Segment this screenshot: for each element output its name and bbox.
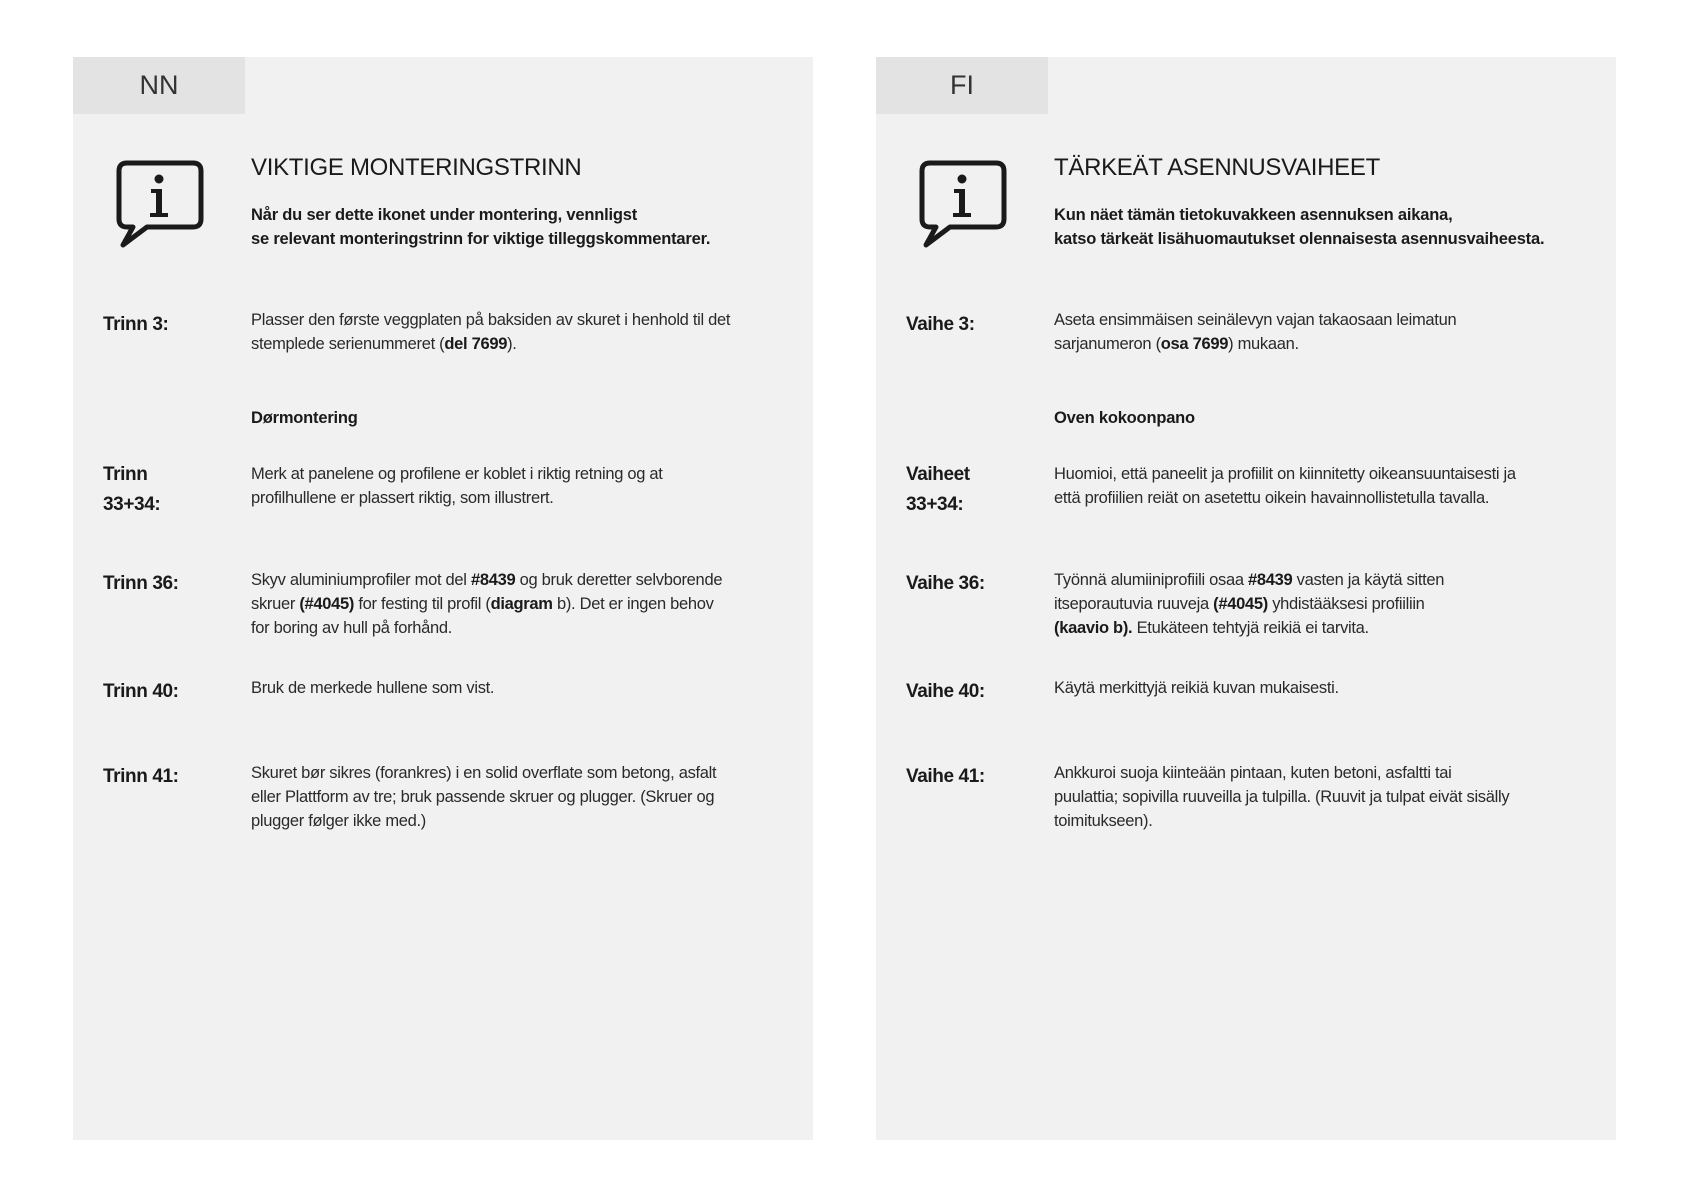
step-label (103, 569, 179, 599)
step-text (1054, 761, 1509, 833)
step-text (251, 462, 663, 510)
step-text-line: että profiilien reiät on asetettu oikein havainnollistetulla tavalla. (1054, 489, 1490, 507)
step-label-line: Trinn 36: (103, 573, 179, 594)
text-run: itseporautuvia ruuveja (1054, 595, 1214, 613)
diagram-reference: diagram (490, 595, 553, 613)
text-run: yhdistääksesi profiiliin (1267, 595, 1425, 613)
text-run: Skyv aluminiumprofiler mot del (251, 571, 471, 589)
diagram-reference: (kaavio b). (1054, 619, 1133, 637)
step-text (251, 676, 494, 700)
step-text (1054, 462, 1516, 510)
step-text-line: Plasser den første veggplaten på baksiden av skuret i henhold til det (251, 311, 731, 329)
step-text (251, 568, 722, 640)
subtitle-line: Kun näet tämän tietokuvakkeen asennuksen aikana, (1054, 206, 1453, 224)
step-text-line: for boring av hull på forhånd. (251, 619, 453, 637)
subtitle-line: katso tärkeät lisähuomautukset olennaisesta asennusvaiheesta. (1054, 230, 1545, 248)
text-run: vasten ja käytä sitten (1292, 571, 1445, 589)
subtitle-line: Når du ser dette ikonet under montering, vennligst (251, 206, 638, 224)
step-text-line (251, 568, 722, 592)
step-text-line: profilhullene er plassert riktig, som illustrert. (251, 489, 554, 507)
step-label (906, 460, 970, 520)
step-text-line: Merk at panelene og profilene er koblet i riktig retning og at (251, 465, 663, 483)
text-run: stemplede serienummeret ( (251, 335, 445, 353)
panel-fi (876, 57, 1616, 1140)
step-text-line: Bruk de merkede hullene som vist. (251, 679, 495, 697)
step-text (1054, 308, 1456, 356)
step-text-line: puulattia; sopivilla ruuveilla ja tulpilla. (Ruuvit ja tulpat eivät sisälly (1054, 788, 1510, 806)
step-label (103, 460, 160, 520)
part-reference: (#4045) (299, 595, 355, 613)
section-subtitle (1054, 203, 1544, 251)
part-reference: del 7699 (444, 335, 508, 353)
step-label-line: 33+34: (103, 494, 161, 515)
section-title: VIKTIGE MONTERINGSTRINN (251, 154, 582, 181)
step-label-line: Vaihe 40: (906, 681, 985, 702)
section-title: TÄRKEÄT ASENNUSVAIHEET (1054, 154, 1380, 181)
step-text (251, 761, 716, 833)
section-subtitle (251, 203, 710, 251)
step-label-line: 33+34: (906, 494, 964, 515)
part-reference: osa 7699 (1160, 335, 1229, 353)
step-label (906, 677, 985, 707)
step-label-line: Vaihe 3: (906, 314, 975, 335)
step-text-line: Käytä merkittyjä reikiä kuvan mukaisesti. (1054, 679, 1339, 697)
step-label-line: Trinn (103, 464, 148, 485)
step-text-line (251, 592, 722, 616)
text-run: ). (507, 335, 517, 353)
text-run: ) mukaan. (1228, 335, 1299, 353)
part-reference: (#4045) (1213, 595, 1268, 613)
step-label (103, 762, 179, 792)
step-label (103, 677, 179, 707)
step-text-line (1054, 616, 1444, 640)
step-text (1054, 676, 1339, 700)
info-icon (916, 157, 1008, 249)
step-label-line: Trinn 3: (103, 314, 169, 335)
info-icon (113, 157, 205, 249)
text-run: Työnnä alumiiniprofiili osaa (1054, 571, 1248, 589)
text-run: sarjanumeron ( (1054, 335, 1161, 353)
step-text (1054, 568, 1444, 640)
text-run: og bruk deretter selvborende (515, 571, 723, 589)
subtitle-line: se relevant monteringstrinn for viktige tilleggskommentarer. (251, 230, 711, 248)
step-label-line: Vaihe 36: (906, 573, 985, 594)
step-label (103, 310, 168, 340)
step-label (906, 310, 975, 340)
step-text-line (1054, 568, 1444, 592)
step-text-line (1054, 332, 1456, 356)
step-text (251, 308, 730, 356)
text-run: skruer (251, 595, 300, 613)
step-text-line: Ankkuroi suoja kiinteään pintaan, kuten betoni, asfaltti tai (1054, 764, 1452, 782)
step-label (906, 762, 985, 792)
language-tab-fi: FI (876, 57, 1048, 114)
step-text-line: eller Plattform av tre; bruk passende skruer og plugger. (Skruer og (251, 788, 715, 806)
step-label-line: Vaihe 41: (906, 766, 985, 787)
step-text-line: Skuret bør sikres (forankres) i en solid overflate som betong, asfalt (251, 764, 717, 782)
text-run: b). Det er ingen behov (552, 595, 714, 613)
part-reference: #8439 (470, 571, 516, 589)
step-text-line: Huomioi, että paneelit ja profiilit on kiinnitetty oikeansuuntaisesti ja (1054, 465, 1516, 483)
step-label (906, 569, 985, 599)
step-text-line (251, 332, 730, 356)
text-run: Etukäteen tehtyjä reikiä ei tarvita. (1132, 619, 1369, 637)
subsection-heading: Oven kokoonpano (1054, 409, 1195, 427)
panel-nn (73, 57, 813, 1140)
step-label-line: Vaiheet (906, 464, 970, 485)
step-text-line: Aseta ensimmäisen seinälevyn vajan takaosaan leimatun (1054, 311, 1457, 329)
step-text-line: toimitukseen). (1054, 812, 1153, 830)
language-tab-nn: NN (73, 57, 245, 114)
step-label-line: Trinn 41: (103, 766, 179, 787)
text-run: for festing til profil ( (354, 595, 491, 613)
step-text-line (1054, 592, 1444, 616)
subsection-heading: Dørmontering (251, 409, 358, 427)
step-label-line: Trinn 40: (103, 681, 179, 702)
step-text-line: plugger følger ikke med.) (251, 812, 426, 830)
part-reference: #8439 (1248, 571, 1293, 589)
